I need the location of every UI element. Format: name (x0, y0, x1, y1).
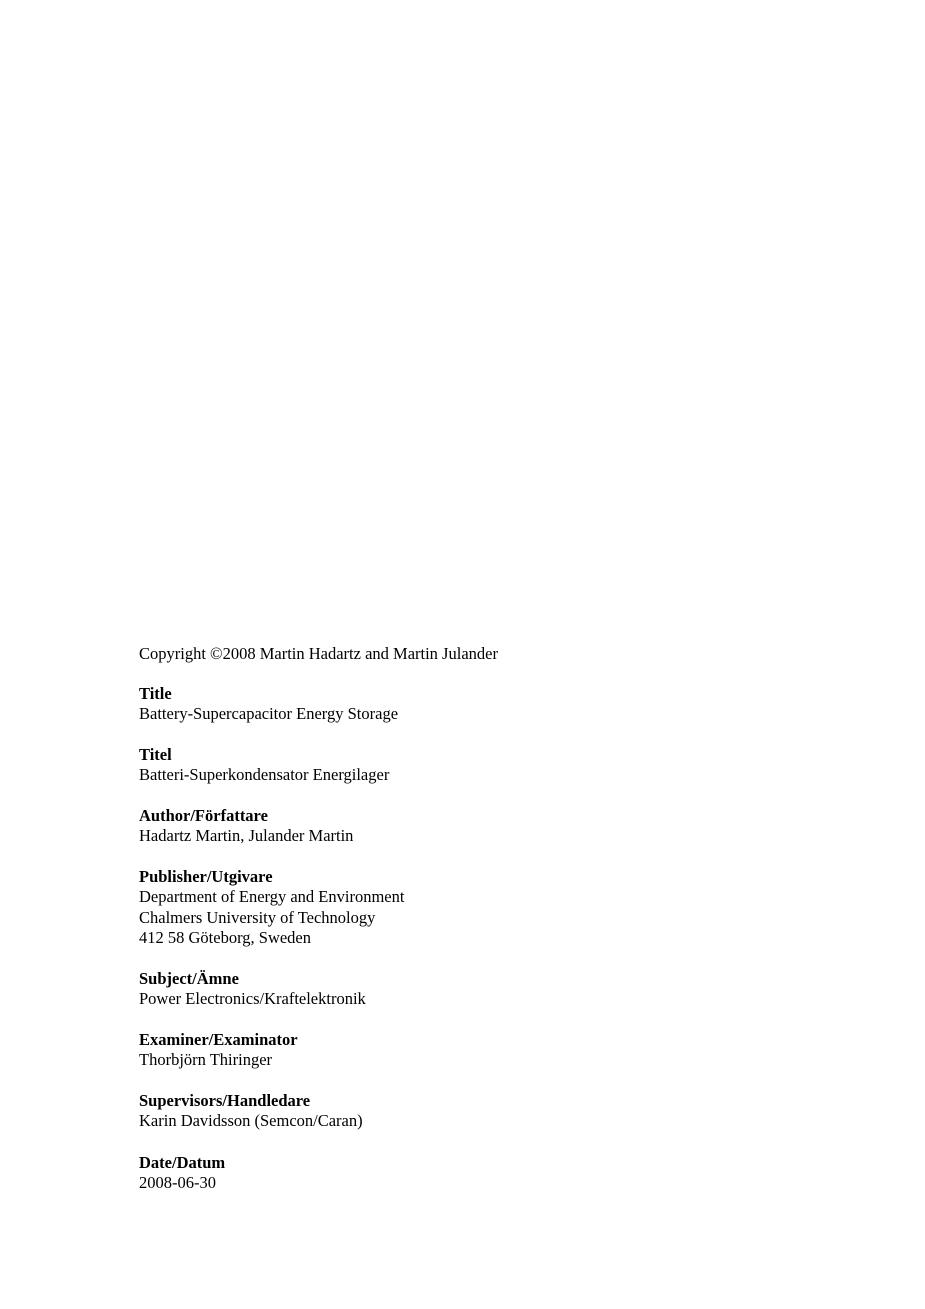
field-value: Department of Energy and Environment (139, 887, 405, 907)
field-label: Subject/Ämne (139, 968, 239, 988)
field-value: Battery-Supercapacitor Energy Storage (139, 703, 399, 723)
field-label: Publisher/Utgivare (139, 867, 273, 887)
field-author (139, 806, 759, 846)
field-examiner (139, 1030, 759, 1070)
field-label: Supervisors/Handledare (139, 1091, 311, 1111)
field-label: Date/Datum (139, 1152, 226, 1172)
field-subject (139, 969, 759, 1009)
field-supervisors (139, 1091, 759, 1131)
field-title (139, 684, 759, 724)
field-value: Thorbjörn Thiringer (139, 1050, 273, 1070)
imprint-block (139, 646, 759, 1193)
field-publisher (139, 867, 759, 948)
field-titel (139, 745, 759, 785)
field-value: Hadartz Martin, Julander Martin (139, 826, 354, 846)
field-label: Title (139, 683, 172, 703)
field-value: Karin Davidsson (Semcon/Caran) (139, 1111, 363, 1131)
field-label: Titel (139, 744, 172, 764)
field-value: Batteri-Superkondensator Energilager (139, 764, 390, 784)
field-label: Examiner/Examinator (139, 1030, 298, 1049)
field-value: Power Electronics/Kraftelektronik (139, 988, 366, 1008)
field-value: 412 58 Göteborg, Sweden (139, 927, 312, 947)
field-date (139, 1153, 759, 1193)
copyright-line: Copyright ©2008 Martin Hadartz and Martin Julander (139, 644, 498, 663)
field-value: Chalmers University of Technology (139, 907, 376, 927)
field-label: Author/Författare (139, 806, 268, 825)
field-value: 2008-06-30 (139, 1172, 216, 1192)
